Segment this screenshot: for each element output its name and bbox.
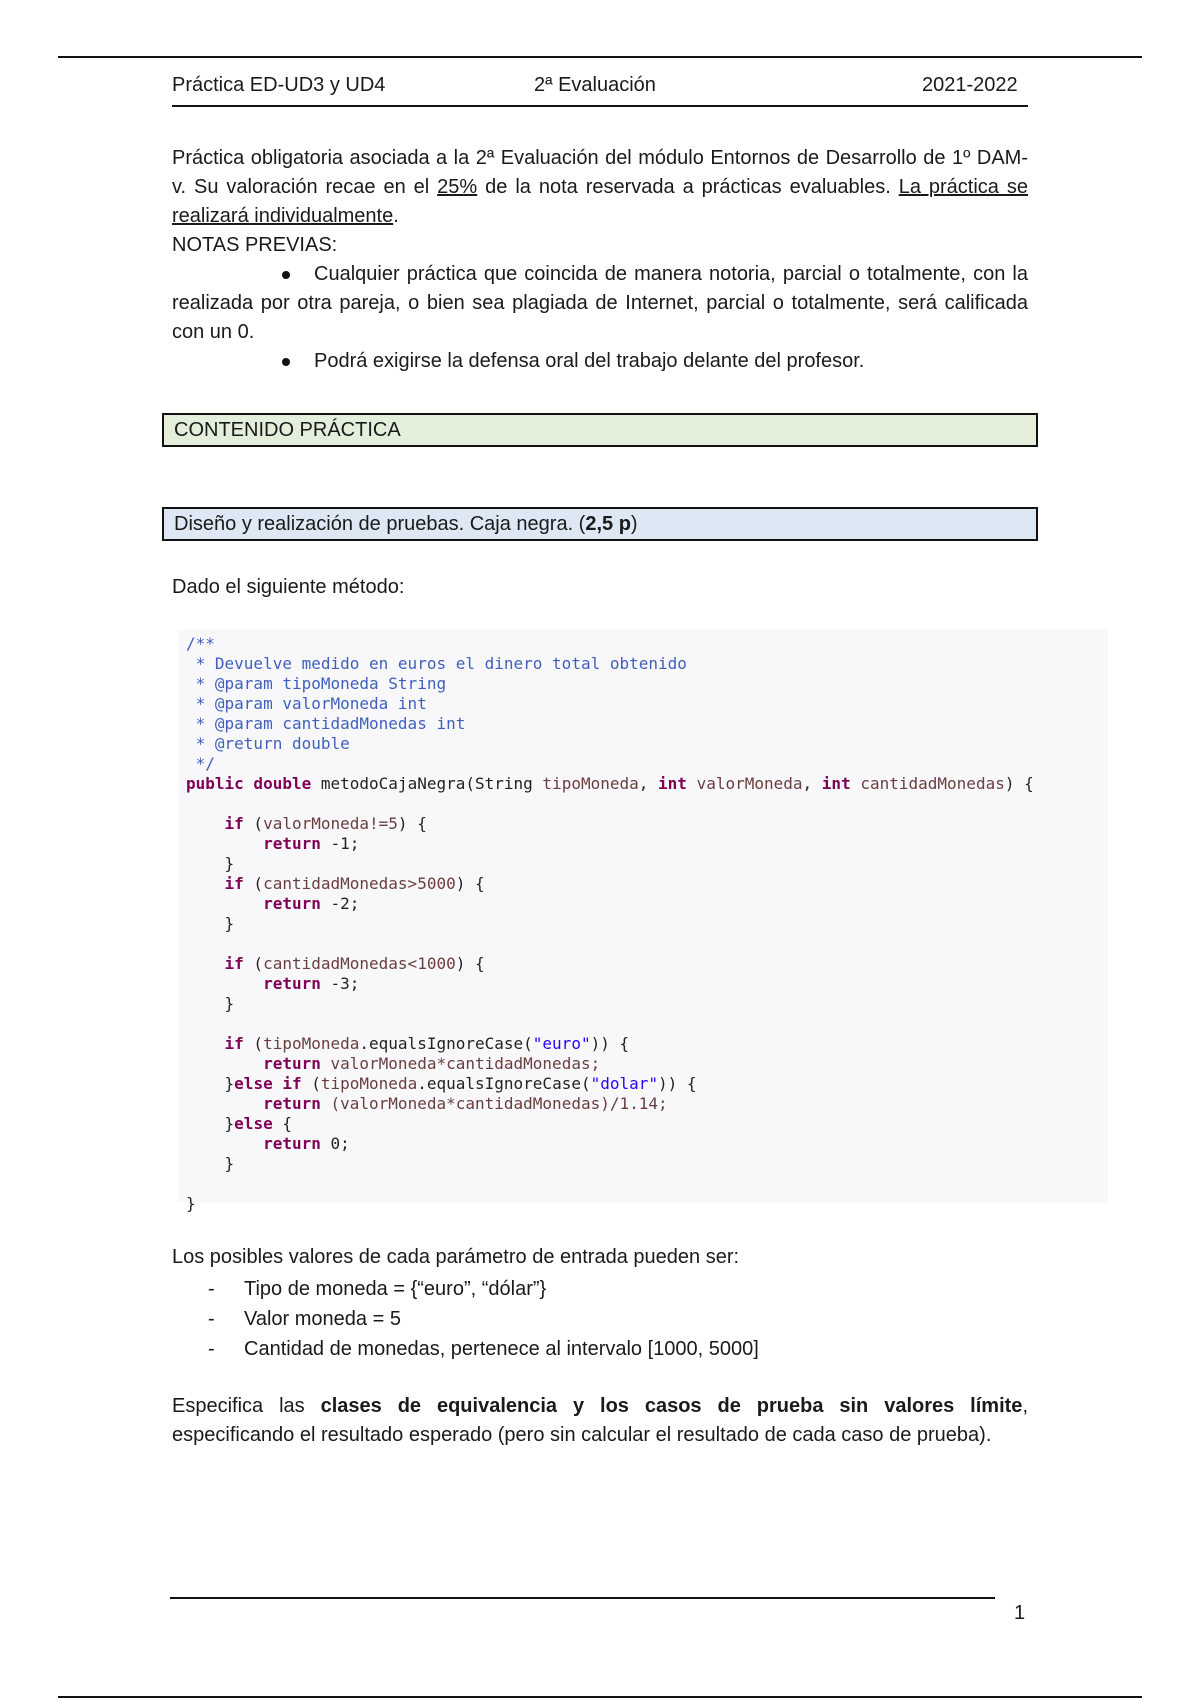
header-evaluation: 2ª Evaluación: [534, 74, 656, 96]
code-method-name: metodoCajaNegra(String: [311, 774, 543, 793]
intro-text-2: de la nota reservada a prácticas evaluables.: [477, 176, 899, 198]
code-doc-line: * @return double: [186, 734, 350, 753]
section-content-heading: [162, 413, 1038, 447]
task-text-2: , especificando el resultado esperado (pero sin calcular el resultado de cada caso de prueba).: [172, 1395, 1028, 1446]
intro-period: .: [393, 205, 399, 227]
section-content-title: CONTENIDO PRÁCTICA: [174, 419, 401, 441]
method-intro: Dado el siguiente método:: [172, 576, 405, 598]
code-condition: valorMoneda!=5: [263, 814, 398, 833]
notes-bullet-1-text: Cualquier práctica que coincida de manera notoria, parcial o totalmente, con la realizada por otra pareja, o bien sea plagiada de Internet, parcial o totalmente, será calificada con un 0.: [172, 263, 1028, 343]
code-return-value: valorMoneda*cantidadMonedas;: [330, 1054, 601, 1073]
code-doc-open: /**: [186, 634, 215, 653]
code-keyword: public double: [186, 774, 312, 793]
code-return-value: -3;: [330, 974, 360, 993]
section-tests-close: ): [630, 513, 638, 535]
code-doc-line: * Devuelve medido en euros el dinero total obtenido: [186, 654, 687, 673]
code-param: valorMoneda: [696, 774, 803, 793]
list-item-text: Tipo de moneda = {“euro”, “dólar”}: [244, 1278, 547, 1300]
code-param: cantidadMonedas: [860, 774, 1005, 793]
code-doc-close: */: [186, 754, 215, 773]
params-intro: Los posibles valores de cada parámetro de entrada pueden ser:: [172, 1246, 740, 1268]
footer-rule: [170, 1597, 995, 1599]
task-text-1: Especifica las: [172, 1395, 321, 1417]
intro-text-1: Práctica obligatoria asociada a la 2ª Evaluación del módulo Entornos de Desarrollo de 1º DAM-v. Su valoración recae en el: [172, 147, 1028, 198]
intro-paragraph: [172, 144, 1028, 376]
page-number: 1: [1014, 1602, 1026, 1624]
code-return-value: 0;: [330, 1134, 350, 1153]
code-doc-line: * @param tipoMoneda String: [186, 674, 447, 693]
bullet-icon: [282, 358, 290, 366]
params-list: [172, 1274, 1032, 1364]
header-title: Práctica ED-UD3 y UD4: [172, 74, 386, 96]
section-tests-heading: [162, 507, 1038, 541]
list-item: - Cantidad de monedas, pertenece al intervalo [1000, 5000]: [208, 1338, 759, 1360]
code-condition: cantidadMonedas<1000: [263, 954, 456, 973]
intro-individual: La práctica se realizará individualmente: [172, 176, 1028, 227]
section-tests-title: Diseño y realización de pruebas. Caja negra. (: [174, 513, 586, 535]
list-item-text: Cantidad de monedas, pertenece al intervalo [1000, 5000]: [244, 1338, 759, 1360]
notes-bullet-2-text: Podrá exigirse la defensa oral del trabajo delante del profesor.: [314, 350, 865, 372]
task-paragraph: [172, 1392, 1028, 1450]
code-keyword: int: [821, 774, 851, 793]
header-rule: [172, 105, 1028, 107]
list-item: - Tipo de moneda = {“euro”, “dólar”}: [208, 1278, 547, 1300]
code-string: "dolar": [590, 1074, 659, 1093]
header-year: 2021-2022: [922, 74, 1018, 96]
page-top-rule: [58, 56, 1142, 58]
intro-percent: 25%: [437, 176, 478, 198]
notes-bullet-2: [172, 347, 1028, 376]
code-block: /** * Devuelve medido en euros el dinero total obtenido * @param tipoMoneda String * @param valorMoneda int * @param cantidadMonedas int * @return double */ public double metodoCajaNegra(String tipoMoneda, int valorMoneda, int cantidadMonedas) { if (valorMoneda!=5) { return -1; } if (cantidadMonedas>5000) { return -2; } if (cantidadMonedas<1000) { return -3; } if (tipoMoneda.equalsIgnoreCase("euro")) { return valorMoneda*cantidadMonedas; }else if (tipoMoneda.equalsIgnoreCase("dolar")) { return (valorMoneda*cantidadMonedas)/1.14; }else { return 0; } }: [178, 630, 1108, 1202]
notes-title: NOTAS PREVIAS:: [172, 234, 338, 256]
page-bottom-rule: [58, 1696, 1142, 1698]
task-bold: clases de equivalencia y los casos de prueba sin valores límite: [320, 1395, 1023, 1417]
code-doc-line: * @param valorMoneda int: [186, 694, 427, 713]
code-keyword: int: [658, 774, 687, 793]
code-param: tipoMoneda: [542, 774, 639, 793]
code-string: "euro": [532, 1034, 591, 1053]
code-return-value: -2;: [330, 894, 360, 913]
code-condition: cantidadMonedas>5000: [263, 874, 456, 893]
section-tests-points: 2,5 p: [585, 513, 631, 535]
notes-bullet-1: [172, 260, 1028, 347]
bullet-icon: [282, 271, 290, 279]
code-return-value: (valorMoneda*cantidadMonedas)/1.14;: [330, 1094, 668, 1113]
code-doc-line: * @param cantidadMonedas int: [186, 714, 466, 733]
code-return-value: -1;: [330, 834, 360, 853]
list-item: - Valor moneda = 5: [208, 1308, 401, 1330]
list-item-text: Valor moneda = 5: [244, 1308, 401, 1330]
